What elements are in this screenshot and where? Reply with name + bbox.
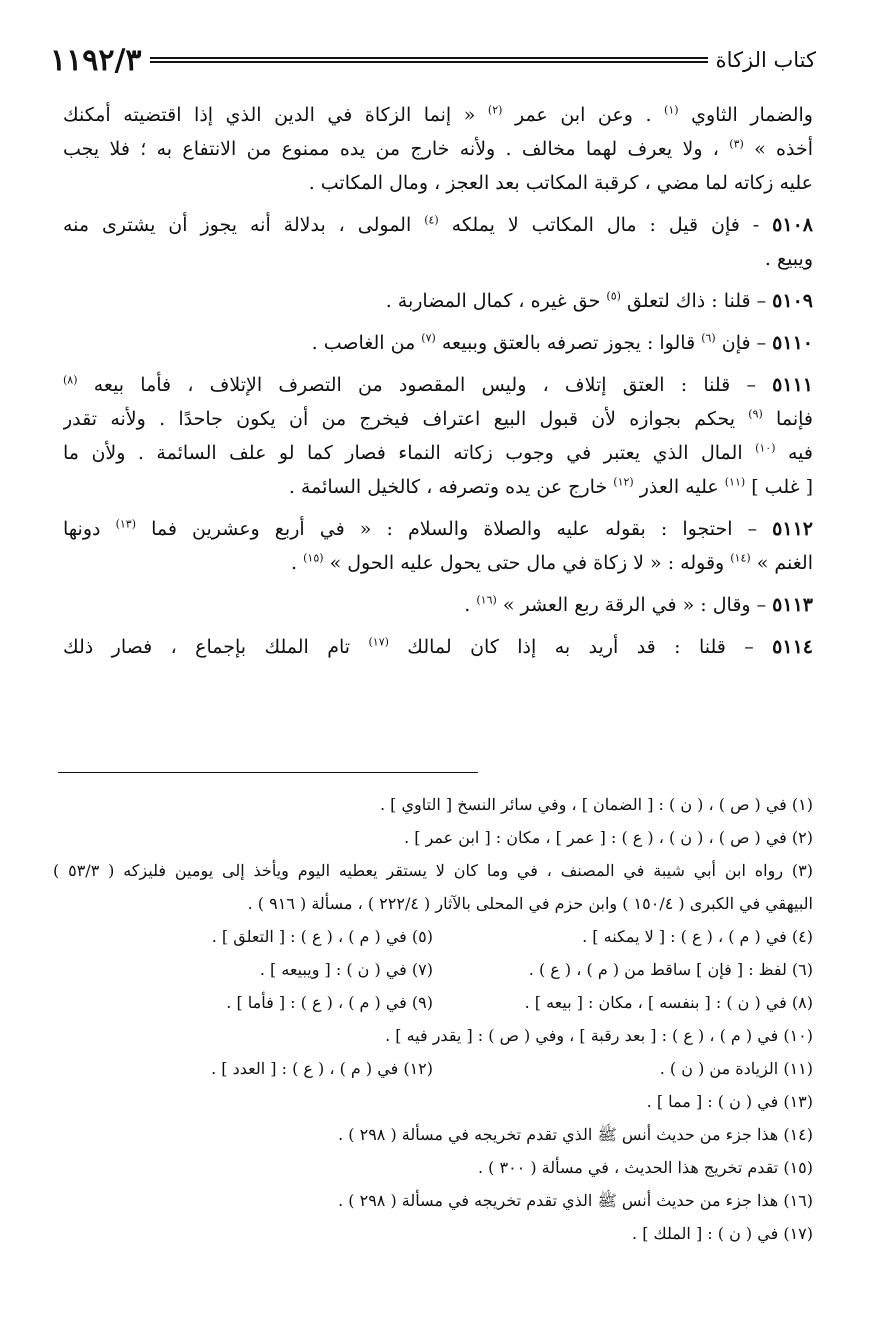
- page-number: ١١٩٢/٣: [50, 42, 142, 78]
- footnote-ref: (٢): [487, 103, 503, 117]
- footnote: (١٥) تقدم تخريج هذا الحديث ، في مسألة ( ٣٠٠ ) .: [477, 1158, 813, 1177]
- footnote-ref: (١٥): [303, 551, 324, 565]
- text-span: قالوا : يجوز تصرفه بالعتق وببيعه: [435, 332, 702, 354]
- paragraph-5109: [63, 284, 813, 318]
- paragraph-number: ٥١١٤: [772, 636, 813, 658]
- paragraph-5114: [63, 630, 813, 664]
- text-line: [63, 588, 813, 622]
- text-line: ويبيع .: [764, 248, 813, 270]
- text-line: [63, 368, 813, 402]
- text-span: – وقال : « في الرقة ربع العشر »: [496, 594, 773, 616]
- text-span: . وعن ابن عمر: [502, 104, 665, 126]
- footnote: (١٣) في ( ن ) : [ مما ] .: [646, 1092, 813, 1111]
- text-span: [ غلب ]: [745, 476, 813, 498]
- text-line: [63, 470, 813, 504]
- footnote-ref: (٣): [729, 137, 744, 151]
- footnote-ref: (١٢): [613, 475, 634, 489]
- text-span: المال الذي يعتبر في وجوب زكاته النماء فصار كما لو علف السائمة . ولأن ما: [63, 442, 756, 464]
- text-span: عليه العذر: [633, 476, 725, 498]
- footnote: (٦) لفظ : [ فإن ] ساقط من ( م ) ، ( ع ) .: [528, 960, 813, 979]
- text-line: [63, 208, 813, 242]
- footnote: (٣) رواه ابن أبي شيبة في المصنف ، في وما كان لا يستقر يعطيه اليوم ويأخذ إلى يومين فليزكه ( ٥٣/٣ ): [53, 861, 813, 880]
- footnote: (١١) الزيادة من ( ن ) .: [659, 1059, 813, 1078]
- header-rule: [150, 57, 708, 63]
- running-header: [50, 40, 816, 80]
- paragraph-number: ٥١١٠: [772, 332, 813, 354]
- footnote-ref: (١٦): [476, 593, 497, 607]
- text-span: والضمار الثاوي: [678, 104, 813, 126]
- book-title: كتاب الزكاة: [715, 48, 816, 72]
- text-span: فإنما: [762, 408, 813, 430]
- footnote-ref: (١١): [724, 475, 746, 489]
- footnote: (٨) في ( ن ) : [ بنفسه ] ، مكان : [ بيعه ] .: [524, 993, 813, 1012]
- text-span: وقوله : « لا زكاة في مال حتى يحول عليه الحول »: [323, 552, 731, 574]
- footnotes: [53, 788, 813, 1250]
- footnote: (١٦) هذا جزء من حديث أنس ﷺ الذي تقدم تخريجه في مسألة ( ٢٩٨ ) .: [338, 1191, 813, 1210]
- text-line: [63, 402, 813, 436]
- paragraph-5110: [63, 326, 813, 360]
- footnote-ref: (٥): [606, 289, 621, 303]
- footnote: (٧) في ( ن ) : [ ويبيعه ] .: [259, 960, 433, 979]
- text-span: دونها: [63, 518, 116, 540]
- text-span: – قلنا : قد أريد به إذا كان لمالك: [388, 636, 773, 658]
- text-span: حق غيره ، كمال المضاربة .: [385, 290, 607, 312]
- footnote-ref: (٧): [421, 331, 436, 345]
- footnote-ref: (٤): [424, 213, 439, 227]
- text-span: خارج عن يده وتصرفه ، كالخيل السائمة .: [288, 476, 614, 498]
- paragraph-5112: [63, 512, 813, 580]
- footnote-row: [53, 986, 813, 1019]
- paragraph-number: ٥١١١: [772, 374, 813, 396]
- text-span: تام الملك بإجماع ، فصار ذلك: [63, 636, 369, 658]
- text-span: - فإن قيل : مال المكاتب لا يملكه: [438, 214, 773, 236]
- footnote: (١٠) في ( م ) ، ( ع ) : [ بعد رقبة ] ، وفي ( ص ) : [ يقدر فيه ] .: [385, 1026, 813, 1045]
- text-span: يحكم بجوازه لأن قبول البيع اعتراف فيخرج من أن يكون جاحدًا . ولأنه تقدر: [63, 408, 749, 430]
- text-line: عليه زكاته لما مضي ، كرقبة المكاتب بعد العجز ، ومال المكاتب .: [308, 172, 813, 194]
- text-line: [63, 436, 813, 470]
- footnote-row: [53, 953, 813, 986]
- text-span: – قلنا : ذاك لتعلق: [620, 290, 773, 312]
- paragraph-number: ٥١١٢: [772, 518, 813, 540]
- text-span: ، ولا يعرف لهما مخالف . ولأنه خارج من يده ممنوع من الانتفاع به ؛ فلا يجب: [63, 138, 730, 160]
- text-span: – فإن: [715, 332, 773, 354]
- footnote: (١٧) في ( ن ) : [ الملك ] .: [632, 1224, 813, 1243]
- paragraph-number: ٥١٠٨: [772, 214, 813, 236]
- text-span: الغنم »: [750, 552, 813, 574]
- footnote-ref: (٨): [63, 373, 78, 387]
- text-span: – احتجوا : بقوله عليه والصلاة والسلام : « في أربع وعشرين فما: [135, 518, 773, 540]
- footnote-ref: (٩): [748, 407, 763, 421]
- footnote-row: [53, 1052, 813, 1085]
- footnote: (٢) في ( ص ) ، ( ن ) ، ( ع ) : [ عمر ] ، مكان : [ ابن عمر ] .: [404, 828, 813, 847]
- footnote-ref: (٦): [701, 331, 716, 345]
- text-span: .: [464, 594, 477, 616]
- paragraph-5108: [63, 208, 813, 276]
- footnote-ref: (١٣): [115, 517, 136, 531]
- paragraph-5113: [63, 588, 813, 622]
- text-line: [63, 98, 813, 132]
- footnote: (٩) في ( م ) ، ( ع ) : [ فأما ] .: [226, 993, 433, 1012]
- text-span: المولى ، بدلالة أنه يجوز أن يشترى منه: [63, 214, 425, 236]
- text-span: فيه: [775, 442, 813, 464]
- footnote-row: [53, 920, 813, 953]
- text-line: [63, 132, 813, 166]
- text-span: « إنما الزكاة في الدين الذي إذا اقتضيته أمكنك: [63, 104, 488, 126]
- text-line: [63, 546, 813, 580]
- main-text: [63, 98, 813, 664]
- text-span: .: [291, 552, 304, 574]
- footnote: (١) في ( ص ) ، ( ن ) : [ الضمان ] ، وفي سائر النسخ [ التاوي ] .: [380, 795, 813, 814]
- footnote-ref: (١): [664, 103, 679, 117]
- paragraph-number: ٥١٠٩: [772, 290, 813, 312]
- text-span: – قلنا : العتق إتلاف ، وليس المقصود من التصرف الإتلاف ، فأما بيعه: [77, 374, 773, 396]
- text-span: من الغاصب .: [311, 332, 422, 354]
- text-line: [63, 326, 813, 360]
- text-line: [63, 284, 813, 318]
- paragraph-5111: [63, 368, 813, 504]
- footnote: (١٢) في ( م ) ، ( ع ) : [ العدد ] .: [211, 1059, 433, 1078]
- footnote-ref: (١٠): [755, 441, 776, 455]
- footnote-separator: [58, 772, 478, 773]
- text-line: [63, 512, 813, 546]
- footnote-ref: (١٧): [368, 635, 389, 649]
- paragraph-number: ٥١١٣: [772, 594, 813, 616]
- footnote: (١٤) هذا جزء من حديث أنس ﷺ الذي تقدم تخريجه في مسألة ( ٢٩٨ ) .: [338, 1125, 813, 1144]
- text-line: [63, 630, 813, 664]
- footnote-ref: (١٤): [730, 551, 751, 565]
- text-span: أخذه »: [743, 138, 813, 160]
- footnote: (٤) في ( م ) ، ( ع ) : [ لا يمكنه ] .: [582, 927, 813, 946]
- footnote: (٥) في ( م ) ، ( ع ) : [ التعلق ] .: [211, 927, 433, 946]
- footnote-continuation: البيهقي في الكبرى ( ١٥٠/٤ ) وابن حزم في المحلى بالآثار ( ٢٢٢/٤ ) ، مسألة ( ٩١٦ ) .: [247, 894, 813, 913]
